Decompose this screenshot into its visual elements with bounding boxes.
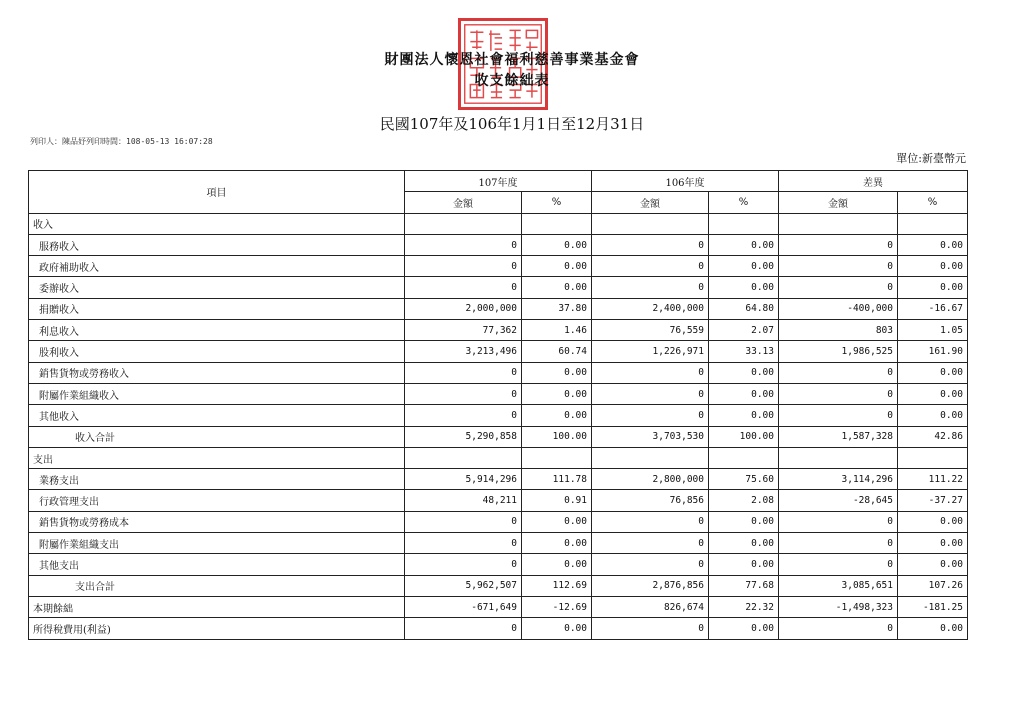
percent-cell: 64.80 [709, 298, 779, 319]
percent-cell: 0.00 [522, 618, 592, 639]
row-label: 收入 [29, 213, 405, 234]
percent-cell: 111.78 [522, 469, 592, 490]
subheader-amount: 金額 [405, 192, 522, 213]
row-label: 支出 [29, 447, 405, 468]
amount-cell: 0 [592, 618, 709, 639]
amount-cell: 0 [592, 405, 709, 426]
table-body [29, 213, 968, 639]
percent-cell: 100.00 [709, 426, 779, 447]
percent-cell: 0.00 [898, 533, 968, 554]
amount-cell: 48,211 [405, 490, 522, 511]
percent-cell: 161.90 [898, 341, 968, 362]
percent-cell: 0.00 [898, 234, 968, 255]
amount-cell: -400,000 [779, 298, 898, 319]
amount-cell: 0 [592, 511, 709, 532]
amount-cell: 0 [405, 234, 522, 255]
percent-cell: 0.00 [522, 533, 592, 554]
amount-cell: 1,986,525 [779, 341, 898, 362]
percent-cell: 42.86 [898, 426, 968, 447]
subheader-amount: 金額 [592, 192, 709, 213]
percent-cell: 0.00 [709, 405, 779, 426]
amount-cell: 0 [405, 362, 522, 383]
table-row [29, 320, 968, 341]
percent-cell: 0.00 [522, 511, 592, 532]
row-label: 附屬作業組織支出 [29, 533, 405, 554]
table-header-row [29, 171, 968, 192]
amount-cell: 2,400,000 [592, 298, 709, 319]
row-label: 行政管理支出 [29, 490, 405, 511]
table-row [29, 213, 968, 234]
document-subtitle: 收支餘絀表 [474, 73, 550, 89]
percent-cell: 0.00 [898, 256, 968, 277]
percent-cell: 0.00 [709, 234, 779, 255]
percent-cell: 0.00 [898, 362, 968, 383]
subheader-percent: % [522, 192, 592, 213]
table-row [29, 596, 968, 617]
percent-cell: 33.13 [709, 341, 779, 362]
table-row [29, 405, 968, 426]
table-row [29, 277, 968, 298]
amount-cell: 0 [779, 234, 898, 255]
amount-cell: 3,213,496 [405, 341, 522, 362]
percent-cell: 2.08 [709, 490, 779, 511]
percent-cell: 0.00 [709, 533, 779, 554]
percent-cell [522, 213, 592, 234]
percent-cell [898, 447, 968, 468]
percent-cell: -37.27 [898, 490, 968, 511]
amount-cell: 0 [779, 362, 898, 383]
percent-cell: -181.25 [898, 596, 968, 617]
percent-cell: 0.00 [522, 405, 592, 426]
amount-cell: 2,876,856 [592, 575, 709, 596]
row-label: 捐贈收入 [29, 298, 405, 319]
subheader-percent: % [898, 192, 968, 213]
amount-cell: 0 [779, 618, 898, 639]
percent-cell: 0.00 [898, 554, 968, 575]
amount-cell: 0 [592, 256, 709, 277]
percent-cell: 0.91 [522, 490, 592, 511]
percent-cell: 60.74 [522, 341, 592, 362]
percent-cell: 2.07 [709, 320, 779, 341]
percent-cell: 0.00 [709, 277, 779, 298]
percent-cell: 0.00 [522, 554, 592, 575]
amount-cell: 0 [405, 277, 522, 298]
header-item: 項目 [29, 171, 405, 214]
percent-cell: 111.22 [898, 469, 968, 490]
amount-cell [592, 213, 709, 234]
table-row [29, 469, 968, 490]
percent-cell [898, 213, 968, 234]
percent-cell: 0.00 [709, 554, 779, 575]
table-row [29, 362, 968, 383]
amount-cell: 0 [405, 554, 522, 575]
row-label: 所得稅費用(利益) [29, 618, 405, 639]
amount-cell: 0 [779, 277, 898, 298]
table-row [29, 533, 968, 554]
row-label: 本期餘絀 [29, 596, 405, 617]
amount-cell: 5,914,296 [405, 469, 522, 490]
amount-cell: 0 [592, 383, 709, 404]
percent-cell: 0.00 [709, 618, 779, 639]
header-group-diff: 差異 [779, 171, 968, 192]
amount-cell: 76,856 [592, 490, 709, 511]
amount-cell: 77,362 [405, 320, 522, 341]
table-row [29, 447, 968, 468]
table-row [29, 256, 968, 277]
percent-cell: 0.00 [522, 362, 592, 383]
percent-cell: 0.00 [898, 383, 968, 404]
row-label: 股利收入 [29, 341, 405, 362]
row-label: 支出合計 [29, 575, 405, 596]
amount-cell: 0 [405, 405, 522, 426]
row-label: 其他支出 [29, 554, 405, 575]
amount-cell: 0 [592, 533, 709, 554]
subheader-percent: % [709, 192, 779, 213]
amount-cell [779, 447, 898, 468]
percent-cell: 1.46 [522, 320, 592, 341]
amount-cell: 0 [405, 533, 522, 554]
table-row [29, 618, 968, 639]
amount-cell: 5,290,858 [405, 426, 522, 447]
document-title: 財團法人懷恩社會福利慈善事業基金會 [384, 52, 640, 68]
table-row [29, 426, 968, 447]
amount-cell: 0 [405, 618, 522, 639]
amount-cell: 3,085,651 [779, 575, 898, 596]
currency-unit: 單位:新臺幣元 [896, 152, 966, 165]
percent-cell [709, 213, 779, 234]
table-row [29, 490, 968, 511]
amount-cell: 2,000,000 [405, 298, 522, 319]
percent-cell: 0.00 [898, 618, 968, 639]
row-label: 其他收入 [29, 405, 405, 426]
report-period: 民國107年及106年1月1日至12月31日 [379, 115, 645, 133]
percent-cell: 22.32 [709, 596, 779, 617]
amount-cell: -28,645 [779, 490, 898, 511]
income-statement-table [28, 170, 968, 640]
amount-cell: 0 [592, 362, 709, 383]
amount-cell: 0 [779, 554, 898, 575]
table-row [29, 298, 968, 319]
percent-cell: 0.00 [898, 511, 968, 532]
percent-cell: 0.00 [709, 256, 779, 277]
amount-cell: 3,703,530 [592, 426, 709, 447]
row-label: 銷售貨物或勞務成本 [29, 511, 405, 532]
percent-cell: 77.68 [709, 575, 779, 596]
percent-cell: 0.00 [522, 256, 592, 277]
percent-cell: 0.00 [522, 234, 592, 255]
row-label: 利息收入 [29, 320, 405, 341]
table-row [29, 511, 968, 532]
amount-cell: 0 [779, 511, 898, 532]
amount-cell: 0 [779, 405, 898, 426]
row-label: 服務收入 [29, 234, 405, 255]
percent-cell: -16.67 [898, 298, 968, 319]
row-label: 業務支出 [29, 469, 405, 490]
percent-cell: 100.00 [522, 426, 592, 447]
amount-cell: 0 [779, 256, 898, 277]
table-row [29, 234, 968, 255]
printer-info: 列印人：陳品妤列印時間：108-05-13 16:07:28 [30, 137, 213, 146]
percent-cell: 0.00 [898, 277, 968, 298]
percent-cell: 0.00 [522, 383, 592, 404]
percent-cell: 107.26 [898, 575, 968, 596]
amount-cell [779, 213, 898, 234]
percent-cell: 112.69 [522, 575, 592, 596]
header-group-107: 107年度 [405, 171, 592, 192]
amount-cell: 0 [592, 554, 709, 575]
amount-cell [405, 447, 522, 468]
amount-cell: 0 [405, 383, 522, 404]
amount-cell: 0 [405, 256, 522, 277]
amount-cell: -1,498,323 [779, 596, 898, 617]
amount-cell: 0 [779, 533, 898, 554]
table-row [29, 575, 968, 596]
subheader-amount: 金額 [779, 192, 898, 213]
percent-cell: 0.00 [522, 277, 592, 298]
percent-cell: 0.00 [709, 511, 779, 532]
row-label: 收入合計 [29, 426, 405, 447]
amount-cell: 0 [405, 511, 522, 532]
header-group-106: 106年度 [592, 171, 779, 192]
row-label: 附屬作業組織收入 [29, 383, 405, 404]
percent-cell [709, 447, 779, 468]
row-label: 銷售貨物或勞務收入 [29, 362, 405, 383]
amount-cell: -671,649 [405, 596, 522, 617]
table-row [29, 341, 968, 362]
amount-cell: 826,674 [592, 596, 709, 617]
amount-cell: 1,226,971 [592, 341, 709, 362]
row-label: 委辦收入 [29, 277, 405, 298]
amount-cell: 0 [779, 383, 898, 404]
percent-cell [522, 447, 592, 468]
table-row [29, 554, 968, 575]
amount-cell: 803 [779, 320, 898, 341]
amount-cell: 3,114,296 [779, 469, 898, 490]
row-label: 政府補助收入 [29, 256, 405, 277]
amount-cell: 76,559 [592, 320, 709, 341]
amount-cell: 0 [592, 234, 709, 255]
percent-cell: -12.69 [522, 596, 592, 617]
amount-cell: 5,962,507 [405, 575, 522, 596]
percent-cell: 0.00 [709, 383, 779, 404]
amount-cell: 1,587,328 [779, 426, 898, 447]
percent-cell: 0.00 [898, 405, 968, 426]
amount-cell: 0 [592, 277, 709, 298]
amount-cell [405, 213, 522, 234]
percent-cell: 37.80 [522, 298, 592, 319]
percent-cell: 75.60 [709, 469, 779, 490]
percent-cell: 1.05 [898, 320, 968, 341]
amount-cell [592, 447, 709, 468]
table-row [29, 383, 968, 404]
amount-cell: 2,800,000 [592, 469, 709, 490]
percent-cell: 0.00 [709, 362, 779, 383]
